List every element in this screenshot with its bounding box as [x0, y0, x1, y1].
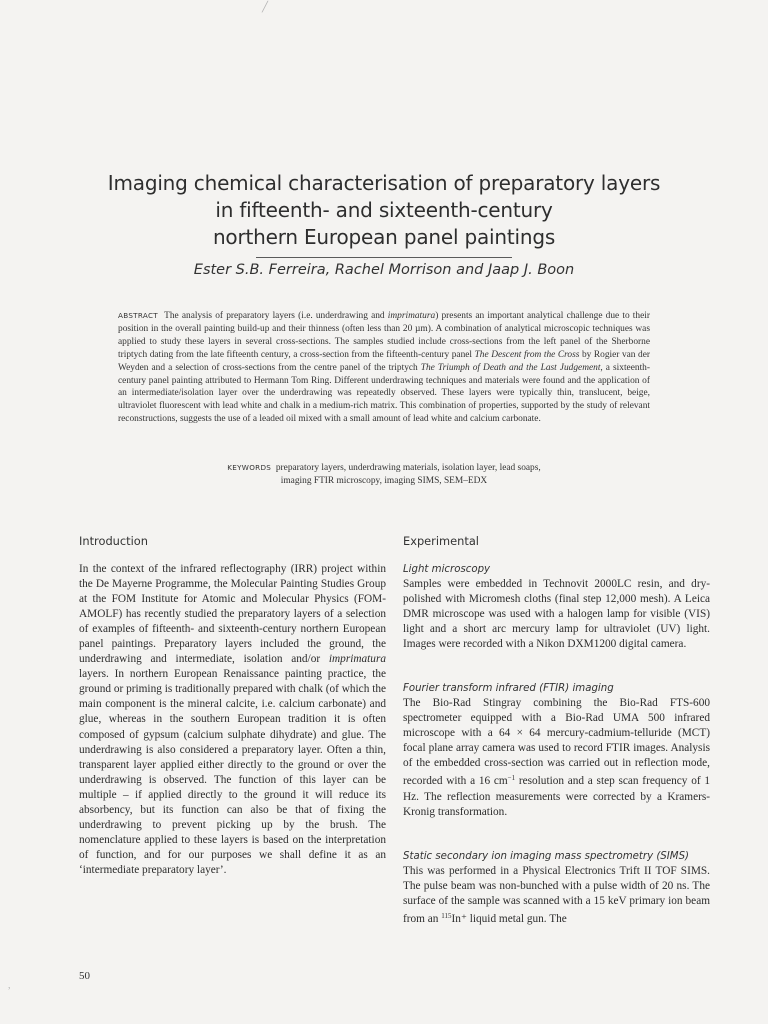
light-microscopy-subheading: Light microscopy — [403, 564, 491, 575]
introduction-body — [79, 562, 386, 878]
paper-title — [80, 170, 688, 251]
abstract-label: ABSTRACT — [118, 311, 158, 320]
abstract — [118, 310, 650, 426]
keywords — [118, 461, 650, 488]
experimental-heading: Experimental — [403, 534, 479, 548]
title-line: in fifteenth- and sixteenth-century — [215, 198, 553, 222]
sims-subheading: Static secondary ion imaging mass spectrometry (SIMS) — [403, 850, 690, 862]
abstract-text: The analysis of preparatory layers (i.e. underdrawing and — [164, 311, 388, 321]
body-text: layers. In northern European Renaissance painting practice, the ground or priming is traditionally prepared with chalk (of which the main component is the mineral calcite, i.e. calcium carbonate) and glue, whereas in the southern European tradition it is often composed of gypsum (calcium sulphate dihydrate) and glue. The underdrawing is also considered a preparatory layer. Often a thin, transparent layer applied either directly to the ground or over the underdrawing is observed. The function of this layer can be multiple – if applied directly to the ground it will reduce its absorbency, but its function can also be that of fixing the underdrawing to prevent picking up by the brush. The nomenclature applied to these layers is based on the interpretation of function, and for our purposes we shall define it as an ‘intermediate preparatory layer’. — [79, 668, 386, 876]
ftir-subheading: Fourier transform infrared (FTIR) imaging — [403, 683, 614, 695]
superscript: −1 — [507, 774, 516, 783]
ftir-text — [403, 696, 710, 819]
authors: Ester S.B. Ferreira, Rachel Morrison and Jaap J. Boon — [193, 262, 575, 278]
abstract-emphasis: The Descent from the Cross — [474, 349, 580, 360]
keywords-line: imaging FTIR microscopy, imaging SIMS, SEM–EDX — [280, 476, 488, 486]
sims-text — [403, 864, 710, 927]
title-line: Imaging chemical characterisation of preparatory layers — [107, 171, 661, 195]
title-divider — [256, 257, 512, 258]
abstract-text: , a sixteenth-century panel painting attributed to Hermann Tom Ring. Different underdrawing techniques and materials were found and the application of an intermediate/isolation layer over the underdrawing was repeatedly observed. These layers were typically thin, translucent, beige, ultraviolet fluorescent with lead white and chalk in a medium-rich matrix. This combination of properties, supported by the study of relevant reconstructions, suggests the use of a leaded oil mixed with a small amount of lead white and calcium carbonate. — [118, 362, 650, 425]
body-text: In⁺ liquid metal gun. The — [451, 912, 567, 925]
keywords-line: preparatory layers, underdrawing materials, isolation layer, lead soaps, — [275, 463, 541, 473]
introduction-heading: Introduction — [79, 534, 148, 548]
title-line: northern European panel paintings — [212, 225, 556, 249]
body-text: resolution and a step scan frequency of 1 Hz. The reflection measurements were corrected by a Kramers-Kronig transformation. — [403, 775, 710, 818]
abstract-emphasis: The Triumph of Death and the Last Judgement — [420, 362, 601, 373]
light-microscopy-text: Samples were embedded in Technovit 2000LC resin, and dry-polished with Micromesh cloths (final step 12,000 mesh). A Leica DMR microscope was used with a halogen lamp for visible (VIS) light and a short arc mercury lamp for ultraviolet (UV) light. Images were recorded with a Nikon DXM1200 digital camera. — [403, 578, 710, 651]
body-text: The Bio-Rad Stingray combining the Bio-Rad FTS-600 spectrometer equipped with a Bio-Rad UMA 500 infrared microscope with a 64 × 64 mercury-cadmium-telluride (MCT) focal plane array camera was used to record FTIR images. Analysis of the embedded cross-section was carried out in reflection mode, recorded with a 16 cm — [403, 697, 710, 788]
body-text: In the context of the infrared reflectography (IRR) project within the De Mayerne Programme, the Molecular Painting Studies Group at the FOM Institute for Atomic and Molecular Physics (FOM-AMOLF) has recently studied the preparatory layers of a selection of examples of fifteenth- and sixteenth-century northern European panel paintings. Preparatory layers included the ground, the underdrawing and intermediate, isolation and/or — [79, 563, 386, 666]
superscript: 115 — [441, 911, 452, 920]
scan-mark: , — [8, 980, 11, 991]
abstract-emphasis: imprimatura — [387, 311, 436, 321]
abstract-text: by Rogier van der Weyden and a selection of cross-sections from the centre panel of the triptych — [118, 349, 650, 373]
scan-mark: ╱ — [262, 2, 269, 13]
page-number: 50 — [79, 970, 90, 982]
keywords-label: KEYWORDS — [227, 463, 272, 472]
experimental-body — [403, 562, 710, 927]
body-text: This was performed in a Physical Electronics Trift II TOF SIMS. The pulse beam was non-bunched with a pulse width of 20 ns. The surface of the sample was scanned with a 15 keV primary ion beam from an — [403, 864, 710, 925]
abstract-text: ) presents an important analytical challenge due to their position in the overall painting build-up and their thinness (often less than 20 µm). A combination of analytical microscopic techniques was applied to study these layers in several cross-sections. The samples studied include cross-sections from the left panel of the Sherborne triptych dating from the late fifteenth century, a cross-section from the fifteenth-century panel — [118, 311, 650, 360]
body-emphasis: imprimatura — [328, 653, 386, 666]
